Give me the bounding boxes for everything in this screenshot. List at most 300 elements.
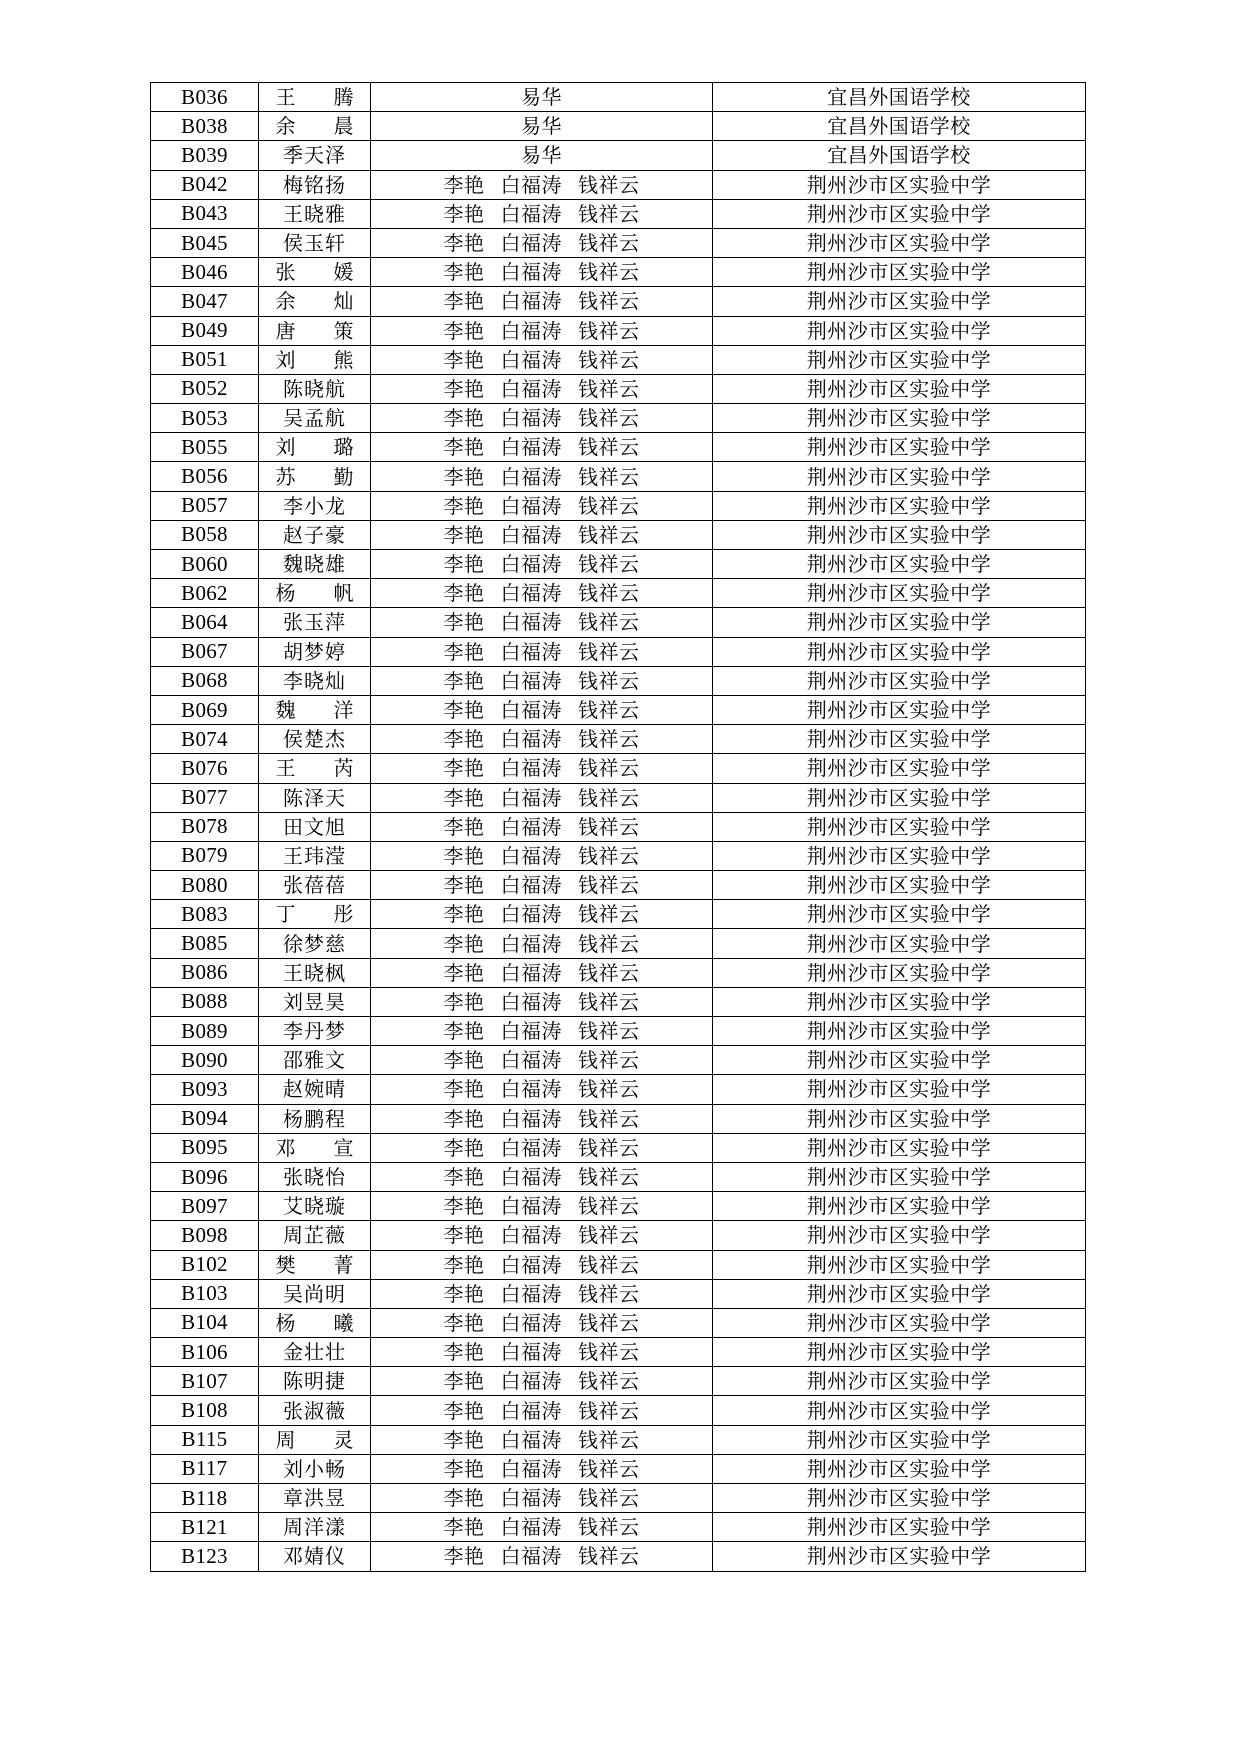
student-name-text: 陈泽天 (283, 785, 346, 810)
coach-teachers-cell (371, 987, 713, 1016)
coach-name-text: 白福涛 (500, 1106, 562, 1131)
coach-name-text: 钱祥云 (578, 668, 640, 693)
table-row (151, 900, 1086, 929)
candidate-code-cell: B086 (151, 958, 259, 987)
coach-name-text: 李艳 (443, 1398, 485, 1423)
coach-teachers-cell (371, 1396, 713, 1425)
coach-teachers-cell (371, 666, 713, 695)
school-name-cell (713, 258, 1086, 287)
school-name-cell (713, 579, 1086, 608)
roster-table-body (151, 83, 1086, 1572)
table-row (151, 83, 1086, 112)
student-name-cell (259, 1542, 371, 1571)
student-name-text: 李晓灿 (283, 668, 346, 693)
coach-name-text: 钱祥云 (578, 1019, 640, 1044)
coach-name-text: 易华 (521, 85, 562, 110)
coach-name-text: 钱祥云 (578, 1340, 640, 1365)
coach-teachers-cell (371, 1542, 713, 1571)
table-row (151, 316, 1086, 345)
school-name-text: 宜昌外国语学校 (827, 85, 971, 110)
student-name-text: 杨鹏程 (283, 1106, 346, 1131)
coach-name-text: 钱祥云 (578, 756, 640, 781)
student-name-cell (259, 1513, 371, 1542)
coach-teachers-cell (371, 316, 713, 345)
school-name-text: 荆州沙市区实验中学 (806, 668, 992, 693)
student-name-cell (259, 608, 371, 637)
school-name-text: 荆州沙市区实验中学 (806, 493, 992, 518)
coach-teachers-cell (371, 637, 713, 666)
school-name-cell (713, 1484, 1086, 1513)
coach-name-text: 钱祥云 (578, 785, 640, 810)
student-name-text: 刘璐 (275, 435, 354, 460)
coach-name-text: 白福涛 (500, 435, 562, 460)
coach-name-text: 钱祥云 (578, 610, 640, 635)
coach-name-text: 白福涛 (500, 406, 562, 431)
coach-teachers-cell (371, 404, 713, 433)
candidate-code-cell: B118 (151, 1484, 259, 1513)
school-name-cell (713, 725, 1086, 754)
student-name-cell (259, 83, 371, 112)
school-name-cell (713, 1308, 1086, 1337)
school-name-cell (713, 462, 1086, 491)
school-name-cell (713, 1425, 1086, 1454)
coach-name-text: 李艳 (443, 639, 485, 664)
coach-name-text: 李艳 (443, 698, 485, 723)
coach-name-text: 白福涛 (500, 931, 562, 956)
student-name-text: 季天泽 (283, 143, 346, 168)
candidate-code-cell: B078 (151, 812, 259, 841)
school-name-text: 荆州沙市区实验中学 (806, 727, 992, 752)
coach-name-text: 李艳 (443, 260, 485, 285)
coach-name-text: 白福涛 (500, 814, 562, 839)
candidate-code-cell: B117 (151, 1454, 259, 1483)
student-name-cell (259, 316, 371, 345)
candidate-code-cell: B043 (151, 199, 259, 228)
student-name-text: 张蓓蓓 (283, 873, 346, 898)
school-name-text: 宜昌外国语学校 (827, 114, 971, 139)
school-name-text: 荆州沙市区实验中学 (806, 1398, 992, 1423)
student-name-cell (259, 1396, 371, 1425)
school-name-text: 荆州沙市区实验中学 (806, 435, 992, 460)
coach-name-text: 李艳 (443, 989, 485, 1014)
student-name-text: 杨帆 (275, 581, 354, 606)
coach-name-text: 白福涛 (500, 1077, 562, 1102)
roster-table (150, 82, 1086, 1572)
candidate-code-cell: B049 (151, 316, 259, 345)
school-name-text: 宜昌外国语学校 (827, 143, 971, 168)
candidate-code-cell: B067 (151, 637, 259, 666)
student-name-text: 田文旭 (283, 814, 346, 839)
coach-name-text: 钱祥云 (578, 289, 640, 314)
school-name-cell (713, 1192, 1086, 1221)
coach-name-text: 白福涛 (500, 1456, 562, 1481)
student-name-cell (259, 1221, 371, 1250)
student-name-cell (259, 1338, 371, 1367)
school-name-cell (713, 520, 1086, 549)
coach-teachers-cell (371, 695, 713, 724)
coach-name-text: 白福涛 (500, 464, 562, 489)
coach-name-text: 李艳 (443, 1427, 485, 1452)
coach-name-text: 白福涛 (500, 1486, 562, 1511)
coach-name-text: 钱祥云 (578, 435, 640, 460)
student-name-text: 樊菁 (275, 1252, 354, 1277)
coach-name-text: 李艳 (443, 1135, 485, 1160)
school-name-cell (713, 550, 1086, 579)
school-name-cell (713, 345, 1086, 374)
coach-teachers-cell (371, 199, 713, 228)
coach-name-text: 钱祥云 (578, 843, 640, 868)
coach-name-text: 白福涛 (500, 231, 562, 256)
school-name-text: 荆州沙市区实验中学 (806, 172, 992, 197)
student-name-text: 周灵 (275, 1427, 354, 1452)
coach-teachers-cell (371, 550, 713, 579)
school-name-text: 荆州沙市区实验中学 (806, 639, 992, 664)
coach-name-text: 钱祥云 (578, 1048, 640, 1073)
school-name-cell (713, 199, 1086, 228)
student-name-text: 邓婧仪 (283, 1544, 346, 1569)
school-name-text: 荆州沙市区实验中学 (806, 1194, 992, 1219)
candidate-code-cell: B123 (151, 1542, 259, 1571)
coach-name-text: 白福涛 (500, 1165, 562, 1190)
table-row (151, 228, 1086, 257)
coach-name-text: 李艳 (443, 1165, 485, 1190)
student-name-text: 吴尚明 (283, 1281, 346, 1306)
school-name-cell (713, 491, 1086, 520)
table-row (151, 695, 1086, 724)
school-name-text: 荆州沙市区实验中学 (806, 1252, 992, 1277)
table-row (151, 987, 1086, 1016)
coach-teachers-cell (371, 491, 713, 520)
school-name-cell (713, 783, 1086, 812)
table-row (151, 1104, 1086, 1133)
candidate-code-cell: B046 (151, 258, 259, 287)
table-row (151, 725, 1086, 754)
student-name-cell (259, 520, 371, 549)
coach-name-text: 钱祥云 (578, 1427, 640, 1452)
student-name-text: 陈晓航 (283, 376, 346, 401)
student-name-cell (259, 1017, 371, 1046)
coach-name-text: 白福涛 (500, 1310, 562, 1335)
candidate-code-cell: B106 (151, 1338, 259, 1367)
coach-name-text: 李艳 (443, 756, 485, 781)
student-name-cell (259, 404, 371, 433)
coach-teachers-cell (371, 462, 713, 491)
table-row (151, 608, 1086, 637)
candidate-code-cell: B094 (151, 1104, 259, 1133)
coach-name-text: 李艳 (443, 960, 485, 985)
coach-teachers-cell (371, 1308, 713, 1337)
student-name-cell (259, 1279, 371, 1308)
student-name-cell (259, 987, 371, 1016)
school-name-text: 荆州沙市区实验中学 (806, 318, 992, 343)
table-row (151, 1192, 1086, 1221)
school-name-text: 荆州沙市区实验中学 (806, 785, 992, 810)
coach-teachers-cell (371, 1104, 713, 1133)
candidate-code-cell: B055 (151, 433, 259, 462)
coach-teachers-cell (371, 608, 713, 637)
coach-name-text: 白福涛 (500, 376, 562, 401)
coach-name-text: 白福涛 (500, 1194, 562, 1219)
student-name-text: 杨曦 (275, 1310, 354, 1335)
student-name-cell (259, 637, 371, 666)
coach-teachers-cell (371, 929, 713, 958)
coach-name-text: 李艳 (443, 1194, 485, 1219)
coach-name-text: 李艳 (443, 1456, 485, 1481)
coach-teachers-cell (371, 1338, 713, 1367)
coach-name-text: 钱祥云 (578, 1544, 640, 1569)
coach-name-text: 钱祥云 (578, 931, 640, 956)
coach-teachers-cell (371, 754, 713, 783)
student-name-text: 徐梦慈 (283, 931, 346, 956)
student-name-cell (259, 958, 371, 987)
school-name-text: 荆州沙市区实验中学 (806, 1515, 992, 1540)
candidate-code-cell: B051 (151, 345, 259, 374)
student-name-text: 邓宣 (275, 1135, 354, 1160)
table-row (151, 1075, 1086, 1104)
coach-name-text: 李艳 (443, 552, 485, 577)
student-name-cell (259, 812, 371, 841)
coach-name-text: 白福涛 (500, 1223, 562, 1248)
school-name-text: 荆州沙市区实验中学 (806, 376, 992, 401)
student-name-text: 丁彤 (275, 902, 354, 927)
table-row (151, 345, 1086, 374)
candidate-code-cell: B064 (151, 608, 259, 637)
coach-teachers-cell (371, 1484, 713, 1513)
student-name-cell (259, 725, 371, 754)
coach-name-text: 李艳 (443, 493, 485, 518)
coach-name-text: 李艳 (443, 289, 485, 314)
table-row (151, 520, 1086, 549)
school-name-cell (713, 228, 1086, 257)
table-row (151, 433, 1086, 462)
coach-name-text: 钱祥云 (578, 727, 640, 752)
table-row (151, 579, 1086, 608)
coach-name-text: 钱祥云 (578, 201, 640, 226)
coach-teachers-cell (371, 1513, 713, 1542)
student-name-text: 魏晓雄 (283, 552, 346, 577)
candidate-code-cell: B089 (151, 1017, 259, 1046)
student-name-text: 艾晓璇 (283, 1194, 346, 1219)
coach-teachers-cell (371, 1454, 713, 1483)
student-name-text: 赵婉晴 (283, 1077, 346, 1102)
coach-name-text: 钱祥云 (578, 873, 640, 898)
student-name-cell (259, 929, 371, 958)
coach-teachers-cell (371, 812, 713, 841)
table-row (151, 1454, 1086, 1483)
student-name-cell (259, 841, 371, 870)
coach-teachers-cell (371, 841, 713, 870)
school-name-cell (713, 608, 1086, 637)
student-name-text: 金壮壮 (283, 1340, 346, 1365)
student-name-text: 刘熊 (275, 347, 354, 372)
student-name-text: 胡梦婷 (283, 639, 346, 664)
school-name-cell (713, 1279, 1086, 1308)
coach-name-text: 李艳 (443, 727, 485, 752)
coach-name-text: 钱祥云 (578, 493, 640, 518)
coach-teachers-cell (371, 871, 713, 900)
school-name-text: 荆州沙市区实验中学 (806, 552, 992, 577)
coach-name-text: 钱祥云 (578, 989, 640, 1014)
candidate-code-cell: B053 (151, 404, 259, 433)
table-row (151, 1133, 1086, 1162)
coach-name-text: 钱祥云 (578, 1398, 640, 1423)
school-name-text: 荆州沙市区实验中学 (806, 1165, 992, 1190)
student-name-cell (259, 1133, 371, 1162)
coach-name-text: 李艳 (443, 1019, 485, 1044)
table-row (151, 958, 1086, 987)
school-name-text: 荆州沙市区实验中学 (806, 1340, 992, 1365)
coach-name-text: 钱祥云 (578, 902, 640, 927)
coach-name-text: 钱祥云 (578, 1135, 640, 1160)
coach-name-text: 钱祥云 (578, 1310, 640, 1335)
coach-name-text: 钱祥云 (578, 522, 640, 547)
school-name-cell (713, 83, 1086, 112)
coach-name-text: 白福涛 (500, 1281, 562, 1306)
coach-name-text: 易华 (521, 143, 562, 168)
school-name-cell (713, 1542, 1086, 1571)
student-name-text: 李小龙 (283, 493, 346, 518)
student-name-cell (259, 1192, 371, 1221)
school-name-text: 荆州沙市区实验中学 (806, 1223, 992, 1248)
candidate-code-cell: B080 (151, 871, 259, 900)
school-name-text: 荆州沙市区实验中学 (806, 1544, 992, 1569)
school-name-cell (713, 666, 1086, 695)
school-name-text: 荆州沙市区实验中学 (806, 814, 992, 839)
coach-teachers-cell (371, 141, 713, 170)
school-name-text: 荆州沙市区实验中学 (806, 1281, 992, 1306)
coach-teachers-cell (371, 112, 713, 141)
student-name-cell (259, 1484, 371, 1513)
coach-teachers-cell (371, 520, 713, 549)
school-name-text: 荆州沙市区实验中学 (806, 231, 992, 256)
school-name-cell (713, 1338, 1086, 1367)
student-name-text: 张玉萍 (283, 610, 346, 635)
student-name-cell (259, 900, 371, 929)
student-name-cell (259, 345, 371, 374)
coach-teachers-cell (371, 958, 713, 987)
coach-name-text: 白福涛 (500, 1048, 562, 1073)
table-row (151, 871, 1086, 900)
table-row (151, 1338, 1086, 1367)
coach-teachers-cell (371, 1017, 713, 1046)
coach-name-text: 白福涛 (500, 289, 562, 314)
school-name-text: 荆州沙市区实验中学 (806, 201, 992, 226)
student-name-text: 王晓雅 (283, 201, 346, 226)
coach-name-text: 李艳 (443, 172, 485, 197)
coach-name-text: 钱祥云 (578, 260, 640, 285)
student-name-text: 王玮滢 (283, 843, 346, 868)
school-name-text: 荆州沙市区实验中学 (806, 843, 992, 868)
candidate-code-cell: B042 (151, 170, 259, 199)
school-name-text: 荆州沙市区实验中学 (806, 1077, 992, 1102)
school-name-cell (713, 1367, 1086, 1396)
coach-name-text: 钱祥云 (578, 406, 640, 431)
table-row (151, 666, 1086, 695)
table-row (151, 1162, 1086, 1191)
candidate-code-cell: B052 (151, 374, 259, 403)
coach-teachers-cell (371, 1221, 713, 1250)
coach-teachers-cell (371, 1192, 713, 1221)
coach-name-text: 钱祥云 (578, 1077, 640, 1102)
student-name-text: 侯玉轩 (283, 231, 346, 256)
coach-name-text: 白福涛 (500, 552, 562, 577)
school-name-text: 荆州沙市区实验中学 (806, 960, 992, 985)
table-row (151, 841, 1086, 870)
student-name-text: 周洋漾 (283, 1515, 346, 1540)
coach-teachers-cell (371, 228, 713, 257)
student-name-cell (259, 1367, 371, 1396)
candidate-code-cell: B056 (151, 462, 259, 491)
table-row (151, 550, 1086, 579)
table-row (151, 929, 1086, 958)
student-name-cell (259, 579, 371, 608)
coach-name-text: 李艳 (443, 843, 485, 868)
coach-name-text: 钱祥云 (578, 1252, 640, 1277)
coach-name-text: 白福涛 (500, 1135, 562, 1160)
candidate-code-cell: B060 (151, 550, 259, 579)
school-name-cell (713, 1133, 1086, 1162)
candidate-code-cell: B088 (151, 987, 259, 1016)
coach-name-text: 李艳 (443, 1369, 485, 1394)
table-row (151, 170, 1086, 199)
student-name-cell (259, 871, 371, 900)
table-row (151, 1017, 1086, 1046)
coach-name-text: 李艳 (443, 1106, 485, 1131)
student-name-text: 余晨 (275, 114, 354, 139)
table-row (151, 783, 1086, 812)
coach-teachers-cell (371, 1425, 713, 1454)
student-name-text: 刘昱昊 (283, 989, 346, 1014)
school-name-cell (713, 1454, 1086, 1483)
coach-name-text: 白福涛 (500, 610, 562, 635)
student-name-text: 唐策 (275, 318, 354, 343)
student-name-text: 邵雅文 (283, 1048, 346, 1073)
student-name-cell (259, 374, 371, 403)
coach-teachers-cell (371, 1162, 713, 1191)
student-name-cell (259, 141, 371, 170)
coach-name-text: 钱祥云 (578, 1106, 640, 1131)
coach-teachers-cell (371, 287, 713, 316)
school-name-text: 荆州沙市区实验中学 (806, 1106, 992, 1131)
candidate-code-cell: B096 (151, 1162, 259, 1191)
school-name-text: 荆州沙市区实验中学 (806, 347, 992, 372)
student-name-cell (259, 1250, 371, 1279)
coach-teachers-cell (371, 1279, 713, 1308)
school-name-text: 荆州沙市区实验中学 (806, 989, 992, 1014)
coach-name-text: 钱祥云 (578, 639, 640, 664)
coach-name-text: 钱祥云 (578, 1486, 640, 1511)
table-row (151, 1250, 1086, 1279)
school-name-text: 荆州沙市区实验中学 (806, 581, 992, 606)
school-name-cell (713, 1162, 1086, 1191)
student-name-cell (259, 228, 371, 257)
school-name-text: 荆州沙市区实验中学 (806, 464, 992, 489)
school-name-cell (713, 112, 1086, 141)
candidate-code-cell: B077 (151, 783, 259, 812)
coach-name-text: 钱祥云 (578, 1369, 640, 1394)
coach-name-text: 白福涛 (500, 1544, 562, 1569)
coach-name-text: 钱祥云 (578, 464, 640, 489)
student-name-cell (259, 666, 371, 695)
student-name-cell (259, 1162, 371, 1191)
school-name-text: 荆州沙市区实验中学 (806, 756, 992, 781)
student-name-cell (259, 112, 371, 141)
school-name-cell (713, 929, 1086, 958)
coach-name-text: 白福涛 (500, 989, 562, 1014)
school-name-text: 荆州沙市区实验中学 (806, 1486, 992, 1511)
school-name-text: 荆州沙市区实验中学 (806, 931, 992, 956)
coach-teachers-cell (371, 433, 713, 462)
